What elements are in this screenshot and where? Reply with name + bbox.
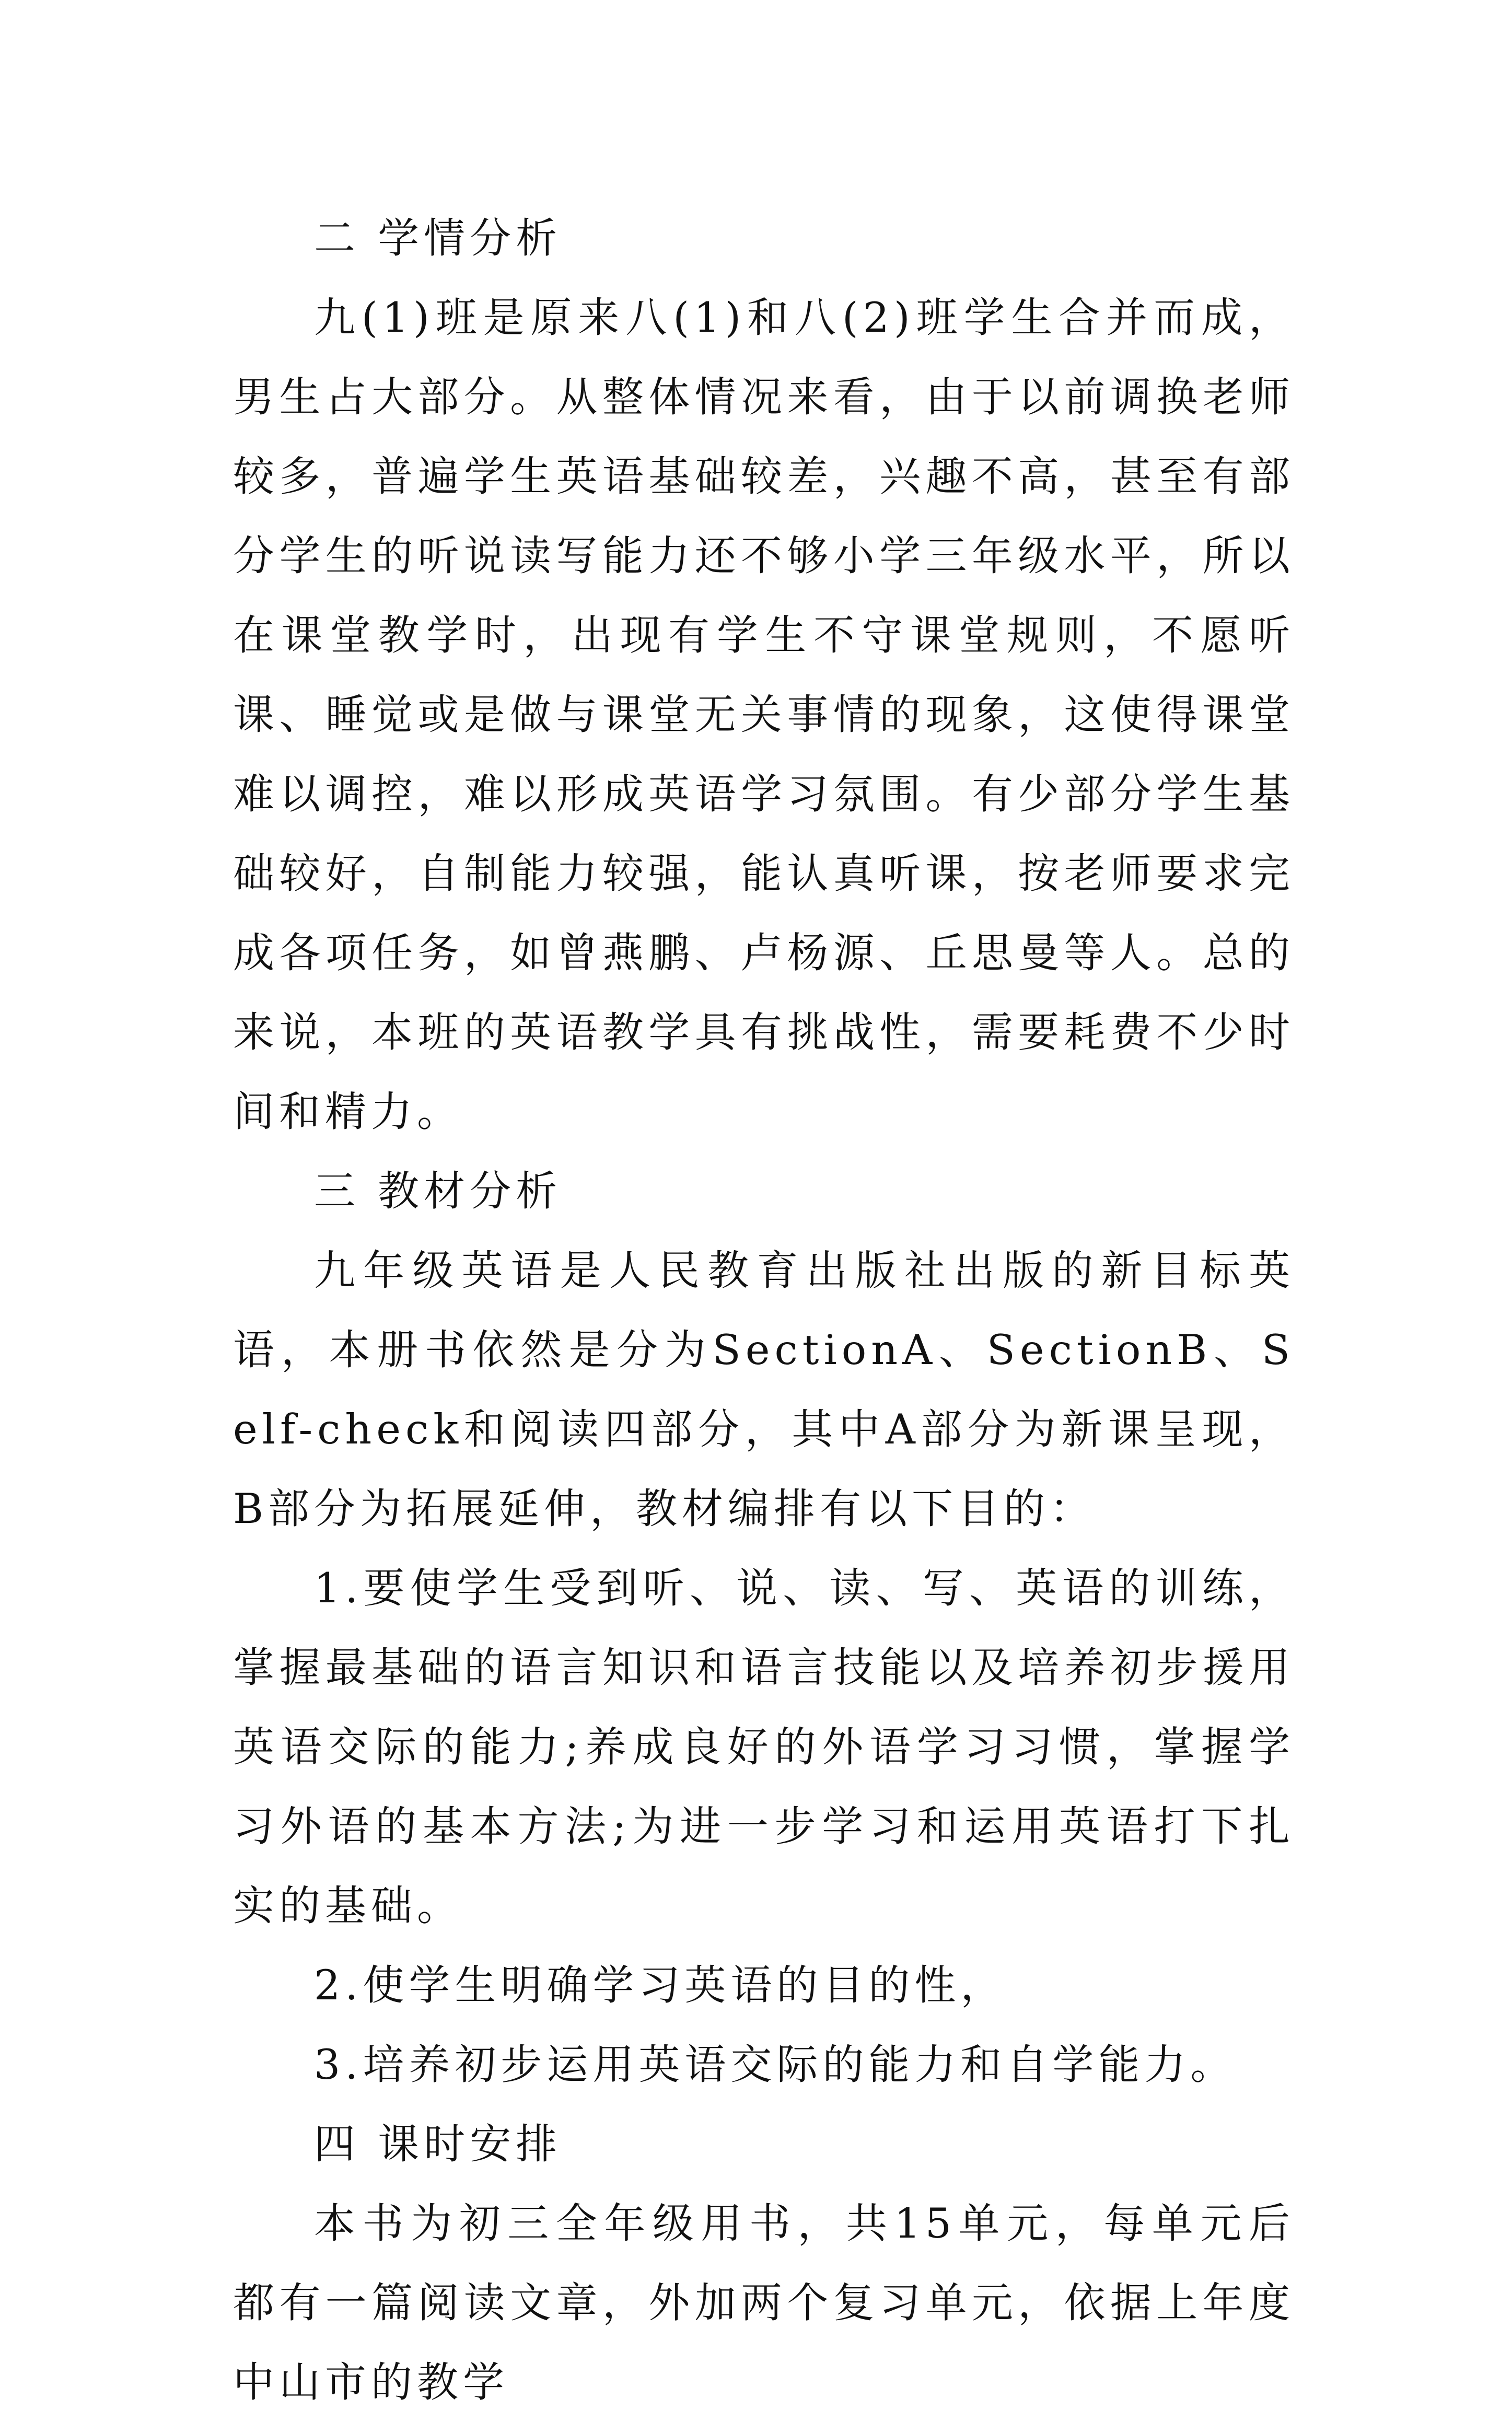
textbook-analysis-paragraph: 九年级英语是人民教育出版社出版的新目标英语，本册书依然是分为SectionA、SectionB、Self-check和阅读四部分，其中A部分为新课呈现，B部分为拓展延伸，教材编排有以下目的：: [233, 1247, 1295, 1533]
section-heading-schedule: 四 课时安排: [314, 2120, 562, 2168]
learning-analysis-paragraph: 九(1)班是原来八(1)和八(2)班学生合并而成，男生占大部分。从整体情况来看，由于以前调换老师较多，普遍学生英语基础较差，兴趣不高，甚至有部分学生的听说读写能力还不够小学三年级水平，所以在课堂教学时，出现有学生不守课堂规则，不愿听课、睡觉或是做与课堂无关事情的现象，这使得课堂难以调控，难以形成英语学习氛围。有少部分学生基础较好，自制能力较强，能认真听课，按老师要求完成各项任务，如曾燕鹏、卢杨源、丘思曼等人。总的来说，本班的英语教学具有挑战性，需要耗费不少时间和精力。: [233, 294, 1295, 1136]
textbook-goal-2: 2.使学生明确学习英语的目的性，: [314, 1961, 1007, 2009]
schedule-paragraph: 本书为初三全年级用书，共15单元，每单元后都有一篇阅读文章，外加两个复习单元，依据上年度中山市的教学: [233, 2199, 1295, 2406]
document-content: [233, 199, 1295, 2422]
textbook-goal-1: 1.要使学生受到听、说、读、写、英语的训练，掌握最基础的语言知识和语言技能以及培养初步援用英语交际的能力;养成良好的外语学习习惯，掌握学习外语的基本方法;为进一步学习和运用英语打下扎实的基础。: [233, 1564, 1295, 1930]
section-heading-textbook-analysis: 三 教材分析: [314, 1167, 562, 1215]
section-heading-learning-analysis: 二 学情分析: [314, 214, 562, 262]
textbook-goal-3: 3.培养初步运用英语交际的能力和自学能力。: [314, 2041, 1237, 2089]
